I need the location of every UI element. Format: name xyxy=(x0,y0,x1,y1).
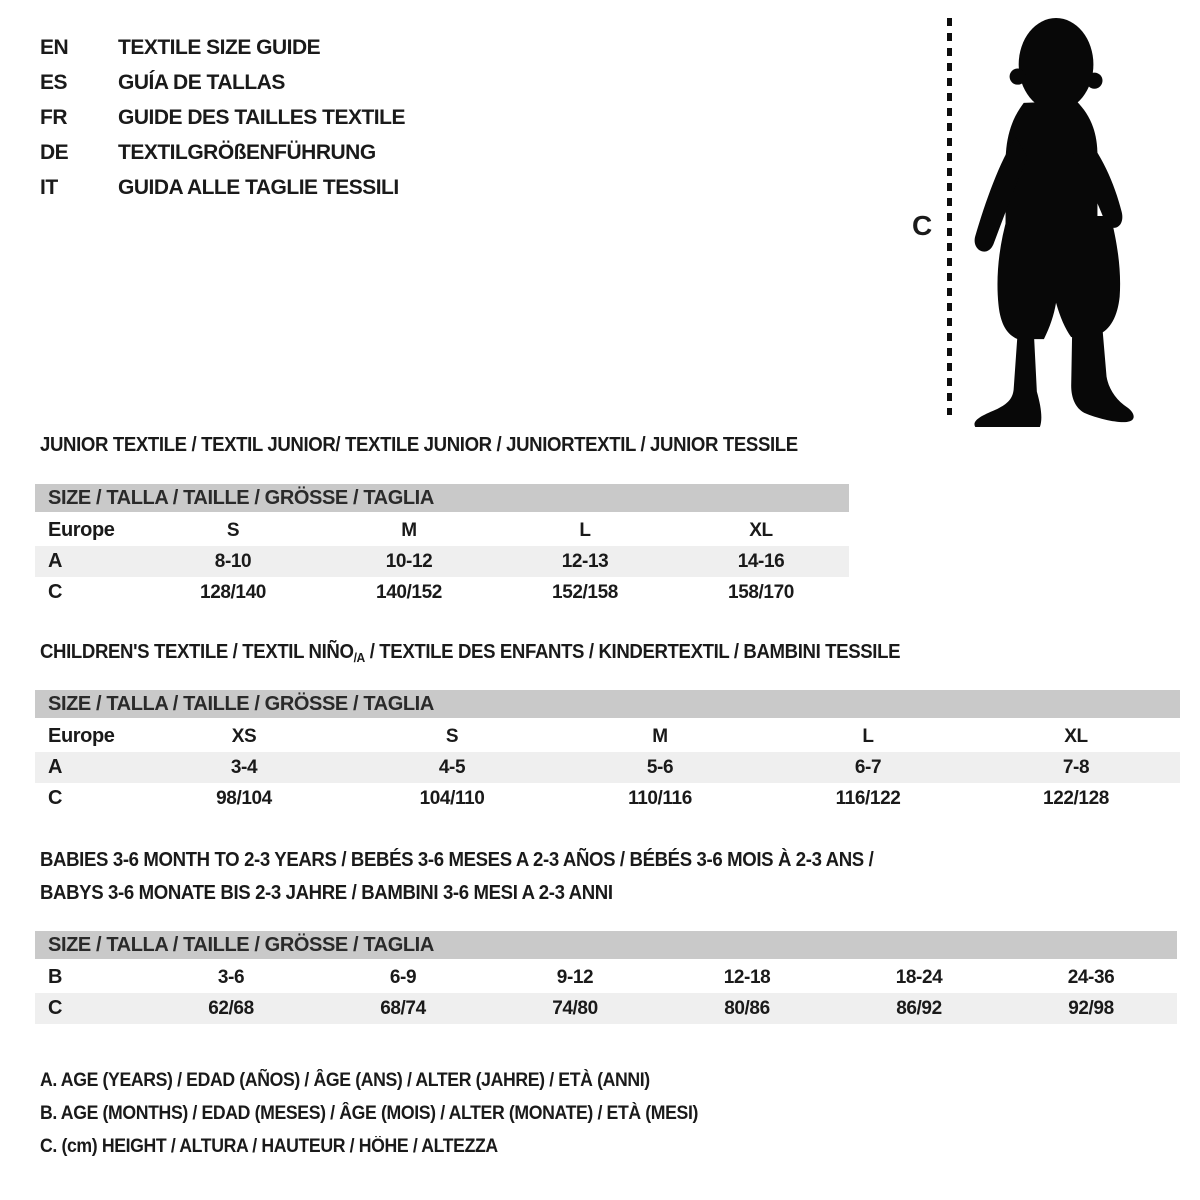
heading-text: CHILDREN'S TEXTILE / TEXTIL NIÑO xyxy=(40,641,354,663)
table-cell: 12-18 xyxy=(723,966,771,988)
table-cell: 86/92 xyxy=(896,997,942,1019)
table-cell: 5-6 xyxy=(646,756,674,778)
legend-age-years: A. AGE (YEARS) / EDAD (AÑOS) / ÂGE (ANS) / ALTER (JAHRE) / ETÀ (ANNI) xyxy=(40,1069,650,1091)
measure-legend xyxy=(40,1064,748,1163)
height-dashed-line xyxy=(947,18,952,415)
table-cell: 12-13 xyxy=(561,550,609,572)
table-cell: 80/86 xyxy=(724,997,770,1019)
table-cell: 140/152 xyxy=(376,581,442,603)
section-heading-children xyxy=(40,641,900,664)
size-header-bar: SIZE / TALLA / TAILLE / GRÖSSE / TAGLIA xyxy=(35,484,849,512)
language-code: EN xyxy=(40,35,69,59)
list-item xyxy=(40,100,405,135)
row-label: A xyxy=(48,756,63,778)
language-code: DE xyxy=(40,140,69,164)
section-heading-babies-line1: BABIES 3-6 MONTH TO 2-3 YEARS / BEBÉS 3-6 MESES A 2-3 AÑOS / BÉBÉS 3-6 MOIS À 2-3 ANS / xyxy=(40,849,874,871)
table-cell: 110/116 xyxy=(628,787,692,809)
table-cell: 6-9 xyxy=(389,966,417,988)
table-cell: 128/140 xyxy=(200,581,266,603)
legend-height-cm: C. (cm) HEIGHT / ALTURA / HAUTEUR / HÖHE / ALTEZZA xyxy=(40,1135,498,1157)
table-cell: 68/74 xyxy=(380,997,426,1019)
table-row xyxy=(35,962,1177,993)
table-cell: M xyxy=(401,519,417,541)
table-cell: 8-10 xyxy=(214,550,252,572)
table-cell: XL xyxy=(749,519,773,541)
row-label: Europe xyxy=(48,519,115,541)
language-code: FR xyxy=(40,105,67,129)
guide-title: GUIDA ALLE TAGLIE TESSILI xyxy=(118,175,399,199)
table-cell: 92/98 xyxy=(1068,997,1114,1019)
language-code: ES xyxy=(40,70,68,94)
table-cell: 3-6 xyxy=(217,966,245,988)
table-row xyxy=(35,752,1180,783)
table-cell: 18-24 xyxy=(895,966,943,988)
legend-age-months: B. AGE (MONTHS) / EDAD (MESES) / ÂGE (MOIS) / ALTER (MONATE) / ETÀ (MESI) xyxy=(40,1102,699,1124)
height-measure-label: C xyxy=(912,210,933,241)
list-item xyxy=(40,30,405,65)
list-item xyxy=(40,135,405,170)
table-cell: S xyxy=(226,519,240,541)
table-cell: L xyxy=(862,725,874,747)
table-cell: 4-5 xyxy=(438,756,466,778)
table-row xyxy=(35,515,849,546)
guide-title: GUIDE DES TAILLES TEXTILE xyxy=(118,105,405,129)
guide-title: TEXTILE SIZE GUIDE xyxy=(118,35,321,59)
table-cell: S xyxy=(445,725,459,747)
row-label: C xyxy=(48,997,63,1019)
table-cell: XL xyxy=(1064,725,1088,747)
table-cell: 98/104 xyxy=(216,787,272,809)
list-item xyxy=(40,170,405,205)
row-label: Europe xyxy=(48,725,115,747)
baby-silhouette-icon xyxy=(963,14,1140,428)
language-code: IT xyxy=(40,175,58,199)
table-row xyxy=(35,721,1180,752)
table-cell: 14-16 xyxy=(737,550,785,572)
table-cell: 9-12 xyxy=(556,966,594,988)
table-cell: 24-36 xyxy=(1067,966,1115,988)
row-label: B xyxy=(48,966,63,988)
list-item xyxy=(40,65,405,100)
size-header-bar: SIZE / TALLA / TAILLE / GRÖSSE / TAGLIA xyxy=(35,690,1180,718)
size-header-bar: SIZE / TALLA / TAILLE / GRÖSSE / TAGLIA xyxy=(35,931,1177,959)
table-cell: 7-8 xyxy=(1062,756,1090,778)
row-label: A xyxy=(48,550,63,572)
row-label: C xyxy=(48,581,63,603)
heading-subscript: /A xyxy=(353,650,365,665)
table-cell: 152/158 xyxy=(552,581,618,603)
table-cell: 6-7 xyxy=(854,756,882,778)
table-cell: M xyxy=(652,725,668,747)
babies-size-table xyxy=(35,931,1177,1024)
table-cell: 62/68 xyxy=(208,997,254,1019)
heading-text: / TEXTILE DES ENFANTS / KINDERTEXTIL / BAMBINI TESSILE xyxy=(364,641,901,663)
table-row xyxy=(35,577,849,608)
section-heading-babies-line2: BABYS 3-6 MONATE BIS 2-3 JAHRE / BAMBINI 3-6 MESI A 2-3 ANNI xyxy=(40,882,613,904)
table-cell: 122/128 xyxy=(1043,787,1109,809)
table-row xyxy=(35,546,849,577)
children-size-table xyxy=(35,690,1180,814)
guide-title: TEXTILGRÖßENFÜHRUNG xyxy=(118,140,376,164)
language-title-list xyxy=(40,30,405,205)
table-cell: 104/110 xyxy=(419,787,485,809)
table-cell: 3-4 xyxy=(230,756,258,778)
table-cell: XS xyxy=(231,725,257,747)
table-row xyxy=(35,783,1180,814)
row-label: C xyxy=(48,787,63,809)
table-cell: 74/80 xyxy=(552,997,598,1019)
section-heading-junior: JUNIOR TEXTILE / TEXTIL JUNIOR/ TEXTILE JUNIOR / JUNIORTEXTIL / JUNIOR TESSILE xyxy=(40,434,798,456)
junior-size-table xyxy=(35,484,849,608)
table-cell: 158/170 xyxy=(728,581,794,603)
table-cell: L xyxy=(579,519,591,541)
table-row xyxy=(35,993,1177,1024)
table-cell: 116/122 xyxy=(835,787,901,809)
guide-title: GUÍA DE TALLAS xyxy=(118,70,285,94)
table-cell: 10-12 xyxy=(385,550,433,572)
